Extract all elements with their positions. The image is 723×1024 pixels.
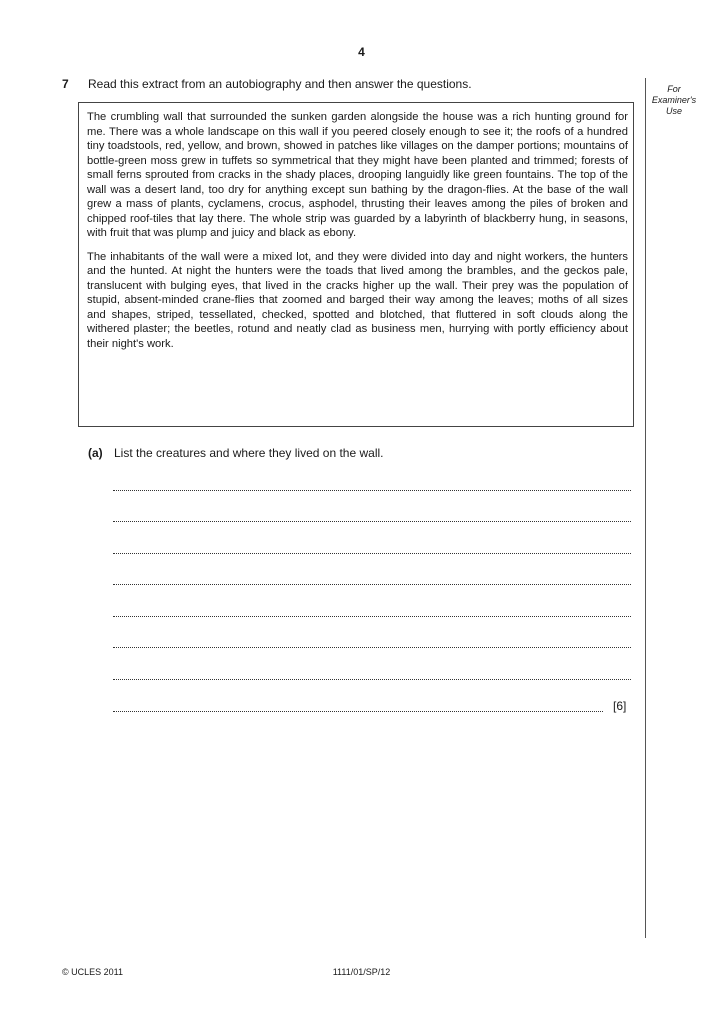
extract-box: [78, 102, 634, 427]
footer-paper-code: 1111/01/SP/12: [332, 967, 391, 977]
part-a-question: List the creatures and where they lived on the wall.: [114, 446, 384, 460]
answer-line-4[interactable]: [113, 584, 631, 585]
page-number: 4: [358, 45, 365, 59]
answer-line-6[interactable]: [113, 647, 631, 648]
extract-paragraph-2: The inhabitants of the wall were a mixed lot, and they were divided into day and night workers, the hunters and the hunted. At night the hunters were the toads that lived among the brambles, and the geckos pale, translucent with bulging eyes, that lived in the cracks higher up the wall. Their prey was the population of stupid, absent-minded crane-flies that zoomed and barged their way among the leaves; moths of all sizes and shapes, striped, tessellated, checked, spotted and blotched, that fluttered in soft clouds along the withered plaster; the beetles, rotund and neatly clad as business men, hurrying with portly efficiency about their night's work.: [87, 250, 628, 350]
examiner-use-note: [645, 84, 703, 117]
examiner-margin-line: [645, 78, 646, 938]
answer-line-3[interactable]: [113, 553, 631, 554]
answer-line-1[interactable]: [113, 490, 631, 491]
question-number: 7: [62, 77, 69, 91]
extract-paragraph-1: The crumbling wall that surrounded the sunken garden alongside the house was a rich hunting ground for me. There was a whole landscape on this wall if you peered closely enough to see it; the roofs of a hundred tiny toadstools, red, yellow, and brown, showed in patches like villages on the damper portions; mountains of bottle-green moss grew in tuffets so symmetrical that they might have been planted and trimmed; forests of small ferns sprouted from cracks in the shady places, drooping languidly like green fountains. The top of the wall was a desert land, too dry for anything except sun bathing by the dragon-flies. At the base of the wall grew a mass of plants, cyclamens, crocus, asphodel, thrusting their leaves among the piles of broken and chipped roof-tiles that lay there. The whole strip was guarded by a labyrinth of blackberry hung, in seasons, with fruit that was plump and juicy and black as ebony.: [87, 111, 628, 239]
answer-line-5[interactable]: [113, 616, 631, 617]
marks-indicator: [6]: [613, 699, 627, 713]
examiner-note-line-3: Use: [665, 106, 682, 116]
part-a-label: (a): [88, 446, 103, 460]
examiner-note-line-1: For: [667, 84, 681, 94]
question-stem: Read this extract from an autobiography and then answer the questions.: [88, 77, 472, 91]
answer-line-2[interactable]: [113, 521, 631, 522]
answer-line-7[interactable]: [113, 679, 631, 680]
answer-line-8[interactable]: [113, 711, 603, 712]
examiner-note-line-2: Examiner's: [651, 95, 697, 105]
footer-copyright: © UCLES 2011: [62, 967, 123, 977]
